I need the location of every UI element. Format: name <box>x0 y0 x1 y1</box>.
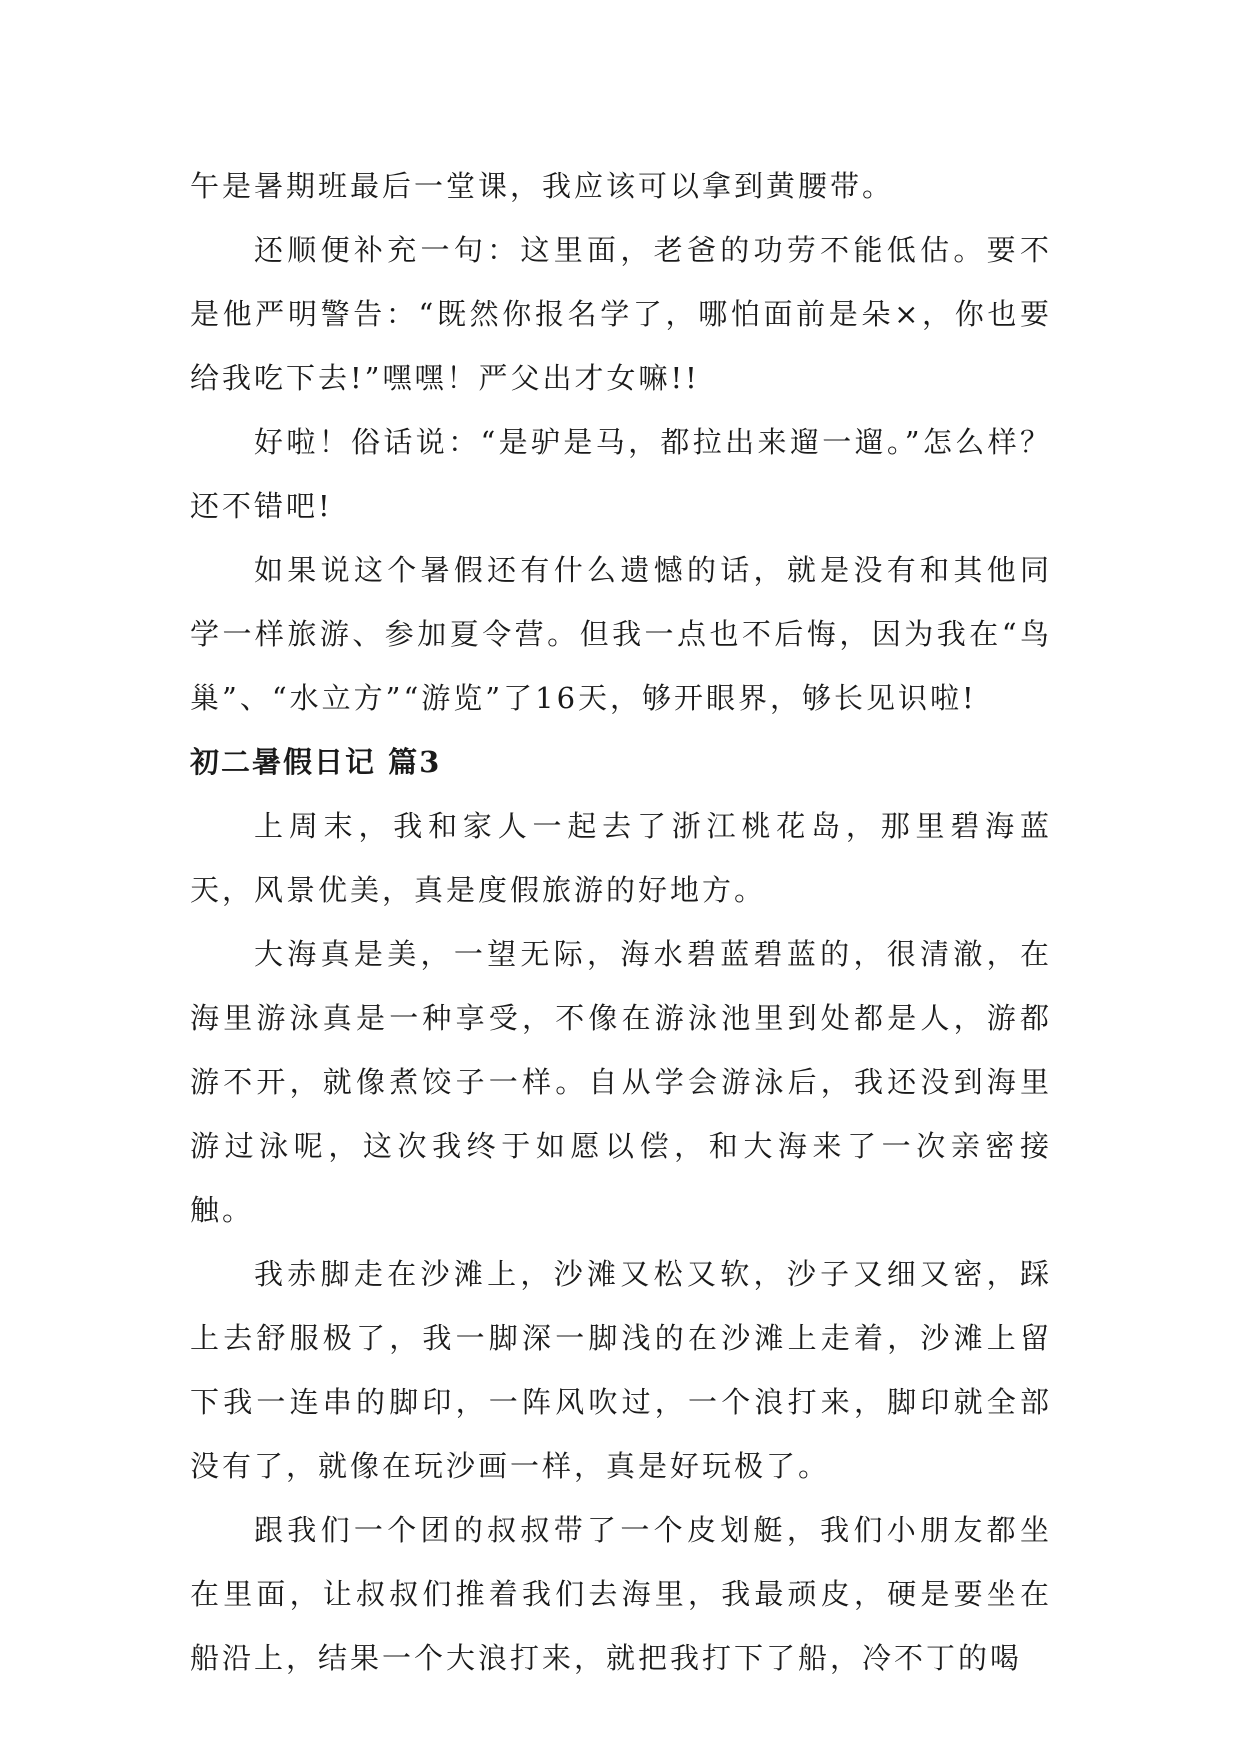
section-heading: 初二暑假日记 篇3 <box>190 745 442 779</box>
paragraph-4: 如果说这个暑假还有什么遗憾的话，就是没有和其他同学一样旅游、参加夏令营。但我一点也不后悔，因为我在“鸟巢”、“水立方”“游览”了16天，够开眼界，够长见识啦! <box>190 553 1052 715</box>
section-paragraph-3: 我赤脚走在沙滩上，沙滩又松又软，沙子又细又密，踩上去舒服极了，我一脚深一脚浅的在沙滩上走着，沙滩上留下我一连串的脚印，一阵风吹过，一个浪打来，脚印就全部没有了，就像在玩沙画一样，真是好玩极了。 <box>190 1257 1052 1483</box>
section-paragraph-4: 跟我们一个团的叔叔带了一个皮划艇，我们小朋友都坐在里面，让叔叔们推着我们去海里，我最顽皮，硬是要坐在船沿上，结果一个大浪打来，就把我打下了船，冷不丁的喝 <box>190 1513 1052 1675</box>
document-body <box>190 154 1052 1690</box>
paragraph-3: 好啦！俗话说：“是驴是马，都拉出来遛一遛。”怎么样？还不错吧! <box>190 425 1052 523</box>
paragraph-1: 午是暑期班最后一堂课，我应该可以拿到黄腰带。 <box>190 169 895 203</box>
section-paragraph-1: 上周末，我和家人一起去了浙江桃花岛，那里碧海蓝天，风景优美，真是度假旅游的好地方。 <box>190 809 1052 907</box>
paragraph-2: 还顺便补充一句：这里面，老爸的功劳不能低估。要不是他严明警告：“既然你报名学了，哪怕面前是朵×，你也要给我吃下去!”嘿嘿！严父出才女嘛!! <box>190 233 1052 395</box>
section-paragraph-2: 大海真是美，一望无际，海水碧蓝碧蓝的，很清澈，在海里游泳真是一种享受，不像在游泳池里到处都是人，游都游不开，就像煮饺子一样。自从学会游泳后，我还没到海里游过泳呢，这次我终于如愿以偿，和大海来了一次亲密接触。 <box>190 937 1052 1227</box>
